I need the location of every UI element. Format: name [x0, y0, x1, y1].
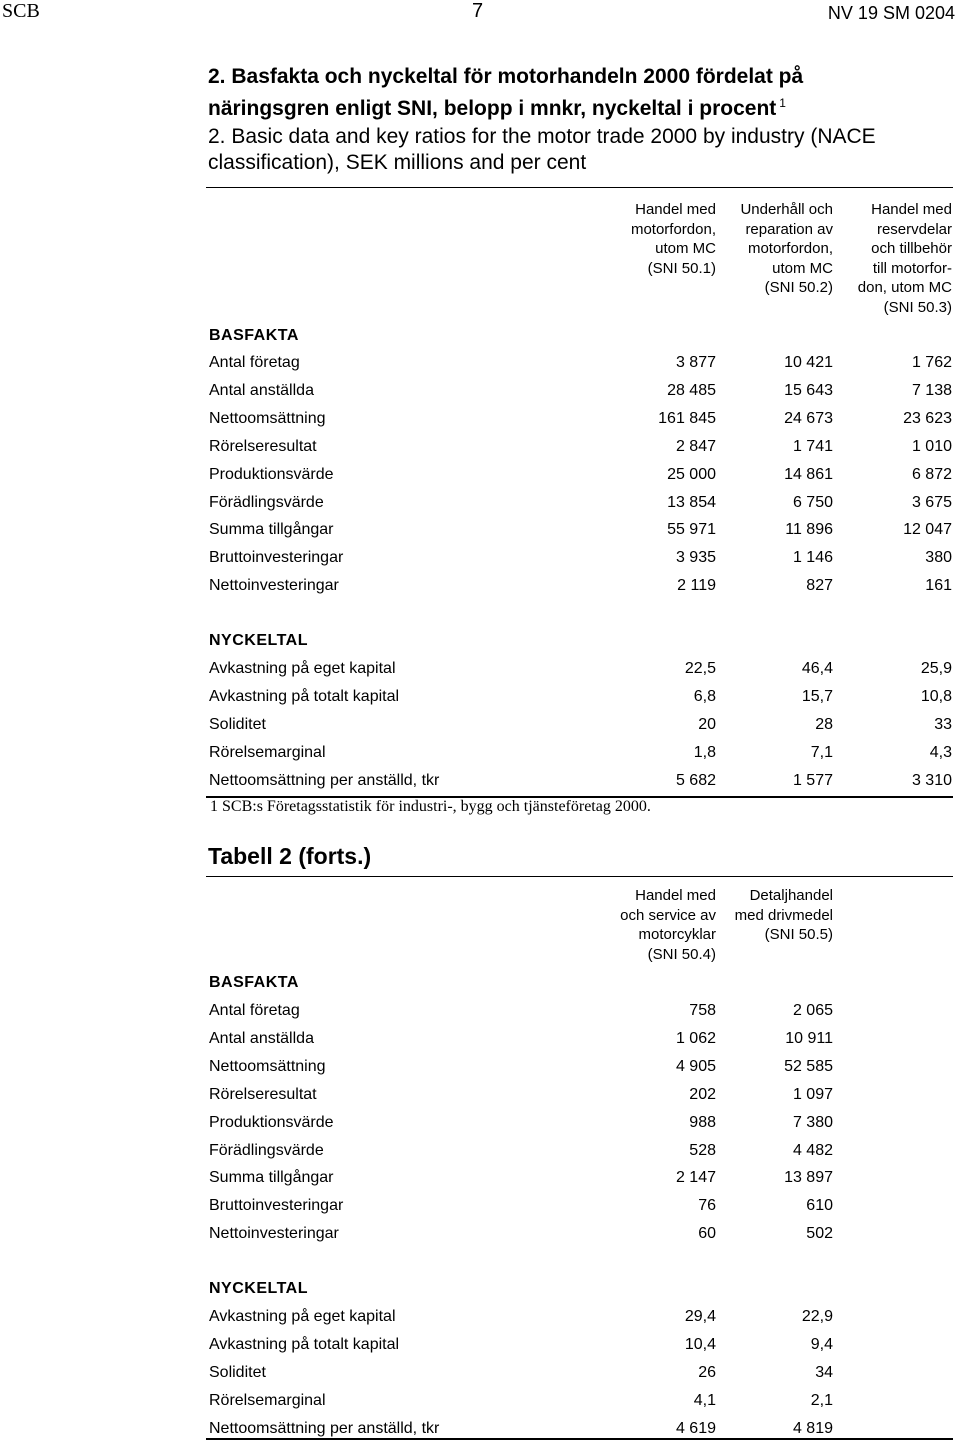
table-cell: 55 971 — [667, 521, 716, 539]
row-label: Bruttoinvesteringar — [209, 549, 344, 567]
row-label: Antal företag — [209, 1002, 300, 1019]
table1-footnote: 1 SCB:s Företagsstatistik för industri-, bygg och tjänsteföretag 2000. — [210, 798, 651, 815]
table-cell: 33 — [934, 715, 952, 733]
table-cell: 25,9 — [920, 659, 952, 677]
table-cell: 60 — [698, 1225, 716, 1243]
row-label: Förädlingsvärde — [209, 493, 324, 511]
table-cell: 4 905 — [675, 1057, 716, 1075]
table-cell: 10 421 — [784, 354, 833, 371]
table-cell: 202 — [689, 1085, 716, 1103]
table-cell: 380 — [925, 549, 952, 567]
table-cell: 46,4 — [801, 659, 833, 677]
table-cell: 9,4 — [810, 1335, 833, 1353]
table-cell: 7 380 — [792, 1113, 833, 1131]
row-label: Antal företag — [209, 354, 300, 371]
table-cell: 25 000 — [667, 465, 716, 483]
row-label: Nettoomsättning per anställd, tkr — [209, 1419, 440, 1437]
header-org: SCB — [2, 0, 40, 22]
row-label: Nettoomsättning per anställd, tkr — [209, 771, 440, 789]
row-label: Antal anställda — [209, 1029, 314, 1047]
row-label: Produktionsvärde — [209, 1113, 334, 1131]
table-cell: 26 — [698, 1363, 716, 1381]
table-cell: 6 750 — [792, 493, 833, 511]
row-label: Rörelsemarginal — [209, 743, 326, 761]
table-cell: 827 — [806, 577, 833, 595]
table-cell: 1 062 — [675, 1029, 716, 1047]
table-cell: 28 — [815, 715, 833, 733]
table1-title-en-line1: 2. Basic data and key ratios for the motor trade 2000 by industry (NACE — [208, 125, 876, 148]
row-label: Rörelseresultat — [209, 437, 317, 455]
table-cell: 29,4 — [684, 1307, 716, 1325]
table1-title-sv-line1: 2. Basfakta och nyckeltal för motorhandeln 2000 fördelat på — [208, 65, 804, 88]
table-cell: 1 762 — [911, 354, 952, 371]
table-cell: 161 845 — [658, 409, 716, 427]
table-cell: 11 896 — [785, 521, 833, 539]
row-label: Nettoomsättning — [209, 409, 326, 427]
row-label: Nettoomsättning — [209, 1057, 326, 1075]
section-basfakta: BASFAKTA — [209, 327, 299, 344]
row-label: Soliditet — [209, 715, 266, 733]
table1-top-rule — [206, 187, 953, 188]
row-label: Rörelseresultat — [209, 1085, 317, 1103]
table-cell: 4 619 — [675, 1419, 716, 1437]
row-label: Soliditet — [209, 1363, 266, 1381]
table-cell: 5 682 — [675, 771, 716, 789]
table-cell: 758 — [689, 1002, 716, 1019]
header-series: NV 19 SM 0204 — [827, 3, 955, 23]
section-basfakta: BASFAKTA — [209, 974, 299, 991]
row-label: Avkastning på eget kapital — [209, 659, 396, 677]
column-header-1: Handel med motorfordon, utom MC (SNI 50.1) — [630, 201, 716, 277]
table-cell: 15,7 — [801, 687, 833, 705]
table-cell: 52 585 — [784, 1057, 833, 1075]
table1-title-sv-line2 — [208, 90, 786, 122]
table1-title-sv-text: näringsgren enligt SNI, belopp i mnkr, nyckeltal i procent — [208, 97, 777, 120]
table-cell: 1 741 — [792, 437, 833, 455]
table-cell: 4,1 — [693, 1391, 716, 1409]
table-cell: 24 673 — [784, 409, 833, 427]
table-cell: 502 — [806, 1225, 833, 1243]
table-cell: 1,8 — [693, 743, 716, 761]
row-label: Nettoinvesteringar — [209, 577, 339, 595]
row-label: Rörelsemarginal — [209, 1391, 326, 1409]
section-nyckeltal: NYCKELTAL — [209, 632, 309, 649]
table-cell: 528 — [689, 1141, 716, 1159]
table-cell: 4 482 — [792, 1141, 833, 1159]
table-cell: 3 935 — [675, 549, 716, 567]
table-cell: 14 861 — [784, 465, 833, 483]
table-cell: 10,4 — [684, 1335, 716, 1353]
table-cell: 20 — [698, 715, 716, 733]
table-cell: 34 — [815, 1363, 833, 1381]
row-label: Förädlingsvärde — [209, 1141, 324, 1159]
table2-title: Tabell 2 (forts.) — [208, 843, 372, 869]
table-cell: 3 877 — [675, 354, 716, 371]
table-cell: 1 097 — [792, 1085, 833, 1103]
table-cell: 6 872 — [911, 465, 952, 483]
column-header-3: Handel med reservdelar och tillbehör till motorfor- don, utom MC (SNI 50.3) — [857, 201, 952, 316]
row-label: Summa tillgångar — [209, 521, 334, 539]
table-cell: 2 847 — [675, 437, 716, 455]
table2-top-rule — [206, 876, 953, 877]
table-cell: 13 897 — [784, 1169, 833, 1187]
table-cell: 10 911 — [785, 1029, 833, 1047]
row-label: Bruttoinvesteringar — [209, 1197, 344, 1215]
table-cell: 76 — [698, 1197, 716, 1215]
table-cell: 2 065 — [792, 1002, 833, 1019]
footnote-marker: 1 — [779, 96, 786, 110]
table-cell: 3 310 — [911, 771, 952, 789]
row-label: Nettoinvesteringar — [209, 1225, 339, 1243]
table-cell: 2 147 — [675, 1169, 716, 1187]
table-cell: 2,1 — [810, 1391, 833, 1409]
column-header-1: Handel med och service av motorcyklar (SNI 50.4) — [620, 887, 716, 963]
table-cell: 988 — [689, 1113, 716, 1131]
table-cell: 7,1 — [810, 743, 833, 761]
table-cell: 1 146 — [792, 549, 833, 567]
table-cell: 161 — [925, 577, 952, 595]
row-label: Avkastning på eget kapital — [209, 1307, 396, 1325]
table1-title-en-line2: classification), SEK millions and per cent — [208, 151, 587, 174]
table-cell: 1 010 — [911, 437, 952, 455]
row-label: Summa tillgångar — [209, 1169, 334, 1187]
table-cell: 22,5 — [684, 659, 716, 677]
table-cell: 7 138 — [911, 381, 952, 399]
table-cell: 15 643 — [784, 381, 833, 399]
header-page-number: 7 — [472, 0, 484, 22]
row-label: Antal anställda — [209, 381, 314, 399]
table-cell: 12 047 — [903, 521, 952, 539]
table-cell: 4 819 — [792, 1419, 833, 1437]
table-cell: 22,9 — [801, 1307, 833, 1325]
table-cell: 1 577 — [792, 771, 833, 789]
table-cell: 23 623 — [903, 409, 952, 427]
table-cell: 4,3 — [929, 743, 952, 761]
table-cell: 13 854 — [667, 493, 716, 511]
row-label: Produktionsvärde — [209, 465, 334, 483]
table-cell: 28 485 — [667, 381, 716, 399]
table-cell: 6,8 — [693, 687, 716, 705]
table-cell: 610 — [806, 1197, 833, 1215]
row-label: Avkastning på totalt kapital — [209, 687, 400, 705]
table-cell: 2 119 — [677, 577, 716, 595]
table-cell: 10,8 — [920, 687, 952, 705]
row-label: Avkastning på totalt kapital — [209, 1335, 400, 1353]
table2-bottom-rule — [206, 1438, 953, 1440]
column-header-2: Detaljhandel med drivmedel (SNI 50.5) — [734, 887, 833, 943]
section-nyckeltal: NYCKELTAL — [209, 1280, 309, 1297]
column-header-2: Underhåll och reparation av motorfordon, utom MC (SNI 50.2) — [740, 201, 833, 296]
table-cell: 3 675 — [911, 493, 952, 511]
